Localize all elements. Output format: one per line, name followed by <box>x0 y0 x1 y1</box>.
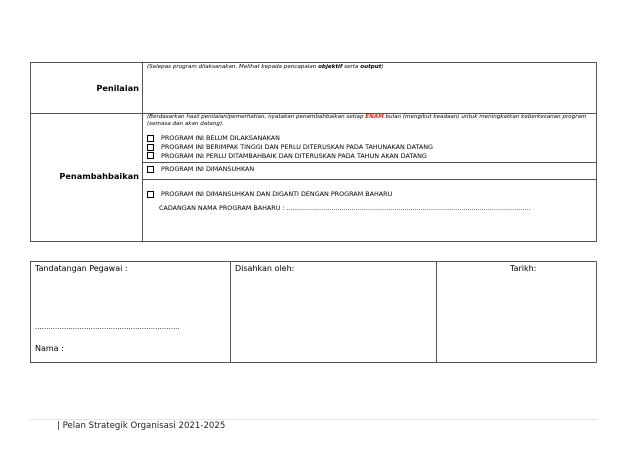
penambahbaikan-note: (Berdasarkan hasil penilaian/pemerhatian, nyatakan penambahbaikan setiap ENAM bulan (mengikut keadaan) untuk meningkatkan keberkesanan program (semasa dan akan datang). <box>147 114 587 128</box>
signature-dots: ................................................................. <box>35 323 180 331</box>
tarikh-cell <box>437 262 596 362</box>
tandatangan-cell <box>31 262 231 362</box>
penilaian-note: (Selepas program dilaksanakan. Melihat kepada pencapaian objektif serta output) <box>147 64 384 70</box>
option-diganti-baharu[interactable]: PROGRAM INI DIMANSUHKAN DAN DIGANTI DENGAN PROGRAM BAHARU <box>147 190 592 199</box>
tarikh-label: Tarikh: <box>510 264 537 273</box>
option-perlu-ditambahbaik[interactable]: PROGRAM INI PERLU DITAMBAHBAIK DAN DITERUSKAN PADA TAHUN AKAN DATANG <box>147 152 592 161</box>
penambahbaikan-content <box>143 114 596 241</box>
signature-table <box>30 261 597 363</box>
checkbox[interactable] <box>147 166 154 173</box>
tandatangan-label: Tandatangan Pegawai : <box>35 264 128 273</box>
nama-label: Nama : <box>35 344 64 353</box>
option-berimpak-tinggi[interactable]: PROGRAM INI BERIMPAK TINGGI DAN PERLU DITERUSKAN PADA TAHUNAKAN DATANG <box>147 143 592 152</box>
checkbox[interactable] <box>147 191 154 198</box>
footer-text: | Pelan Strategik Organisasi 2021-2025 <box>57 421 226 431</box>
penilaian-content <box>143 63 596 113</box>
disahkan-label: Disahkan oleh: <box>235 264 295 273</box>
disahkan-cell <box>231 262 437 362</box>
dimansuhkan-section <box>143 162 596 179</box>
footer-divider <box>30 419 597 420</box>
checkbox[interactable] <box>147 152 154 159</box>
penambahbaikan-label: Penambahbaikan <box>59 171 139 181</box>
option-belum-dilaksanakan[interactable]: PROGRAM INI BELUM DILAKSANAKAN <box>147 134 592 143</box>
penambahbaikan-row <box>31 114 596 241</box>
checkbox[interactable] <box>147 144 154 151</box>
cadangan-nama-program: CADANGAN NAMA PROGRAM BAHARU : ........................................................................................................................ <box>159 204 531 213</box>
evaluation-table <box>30 62 597 242</box>
diganti-section <box>143 179 596 213</box>
penilaian-label: Penilaian <box>96 83 139 93</box>
penambahbaikan-label-cell <box>31 114 143 241</box>
option-dimansuhkan[interactable]: PROGRAM INI DIMANSUHKAN <box>147 165 592 174</box>
penilaian-label-cell <box>31 63 143 113</box>
enam-highlight: ENAM <box>365 114 384 120</box>
penilaian-row <box>31 63 596 114</box>
checkbox[interactable] <box>147 135 154 142</box>
